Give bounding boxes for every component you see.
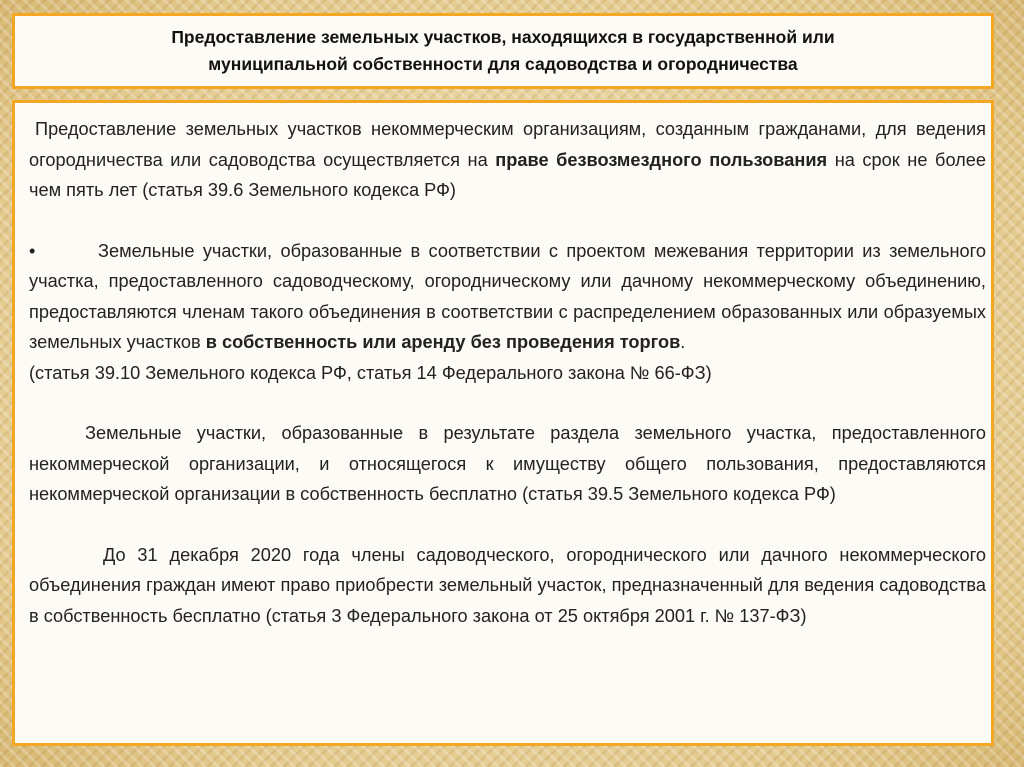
paragraph-1-text: Предоставление земельных участков некоммерческим организациям, созданным гражданами, для ведения огородничества или садоводства осуществляется на xyxy=(29,119,986,170)
paragraph-1-text-end: на срок не более чем пять лет (статья 39.6 Земельного кодекса РФ) xyxy=(29,149,986,200)
body-text xyxy=(29,114,986,631)
spacer xyxy=(29,388,986,418)
spacer xyxy=(29,510,986,540)
bullet-icon: • xyxy=(29,240,36,261)
paragraph-1 xyxy=(29,114,986,206)
paragraph-3: Земельные участки, образованные в результате раздела земельного участка, предоставленного некоммерческой организации, и относящегося к имуществу общего пользования, предоставляются некоммерческой организации в собственность бесплатно (статья 39.5 Земельного кодекса РФ) xyxy=(29,423,986,504)
paragraph-2-text: Земельные участки, образованные в соответствии с проектом межевания территории из земельного участка, предоставленного садоводческому, огородническому или дачному некоммерческому объединению, предоставляются членам такого объединения в соответствии с распределением образованных или образуемых земельных участков xyxy=(29,240,986,352)
paragraph-2-text-end: . xyxy=(680,332,686,352)
slide-title-line-1: Предоставление земельных участков, находящихся в государственной или xyxy=(171,27,835,47)
slide-title xyxy=(171,24,834,78)
paragraph-1-bold: праве безвозмездного пользования xyxy=(495,149,828,170)
spacer xyxy=(29,206,986,236)
paragraph-2 xyxy=(29,236,986,358)
paragraph-2-citation: (статья 39.10 Земельного кодекса РФ, статья 14 Федерального закона № 66-ФЗ) xyxy=(29,362,712,383)
paragraph-2-bold: в собственность или аренду без проведения торгов xyxy=(205,332,681,352)
slide-title-line-2: муниципальной собственности для садоводства и огородничества xyxy=(208,54,798,74)
paragraph-4: До 31 декабря 2020 года члены садоводческого, огороднического или дачного некоммерческого объединения граждан имеют право приобрести земельный участок, предназначенный для ведения садоводства в собственность бесплатно (статья 3 Федерального закона от 25 октября 2001 г. № 137-ФЗ) xyxy=(29,544,986,626)
content-box xyxy=(12,100,994,746)
slide-title-box xyxy=(12,13,994,89)
